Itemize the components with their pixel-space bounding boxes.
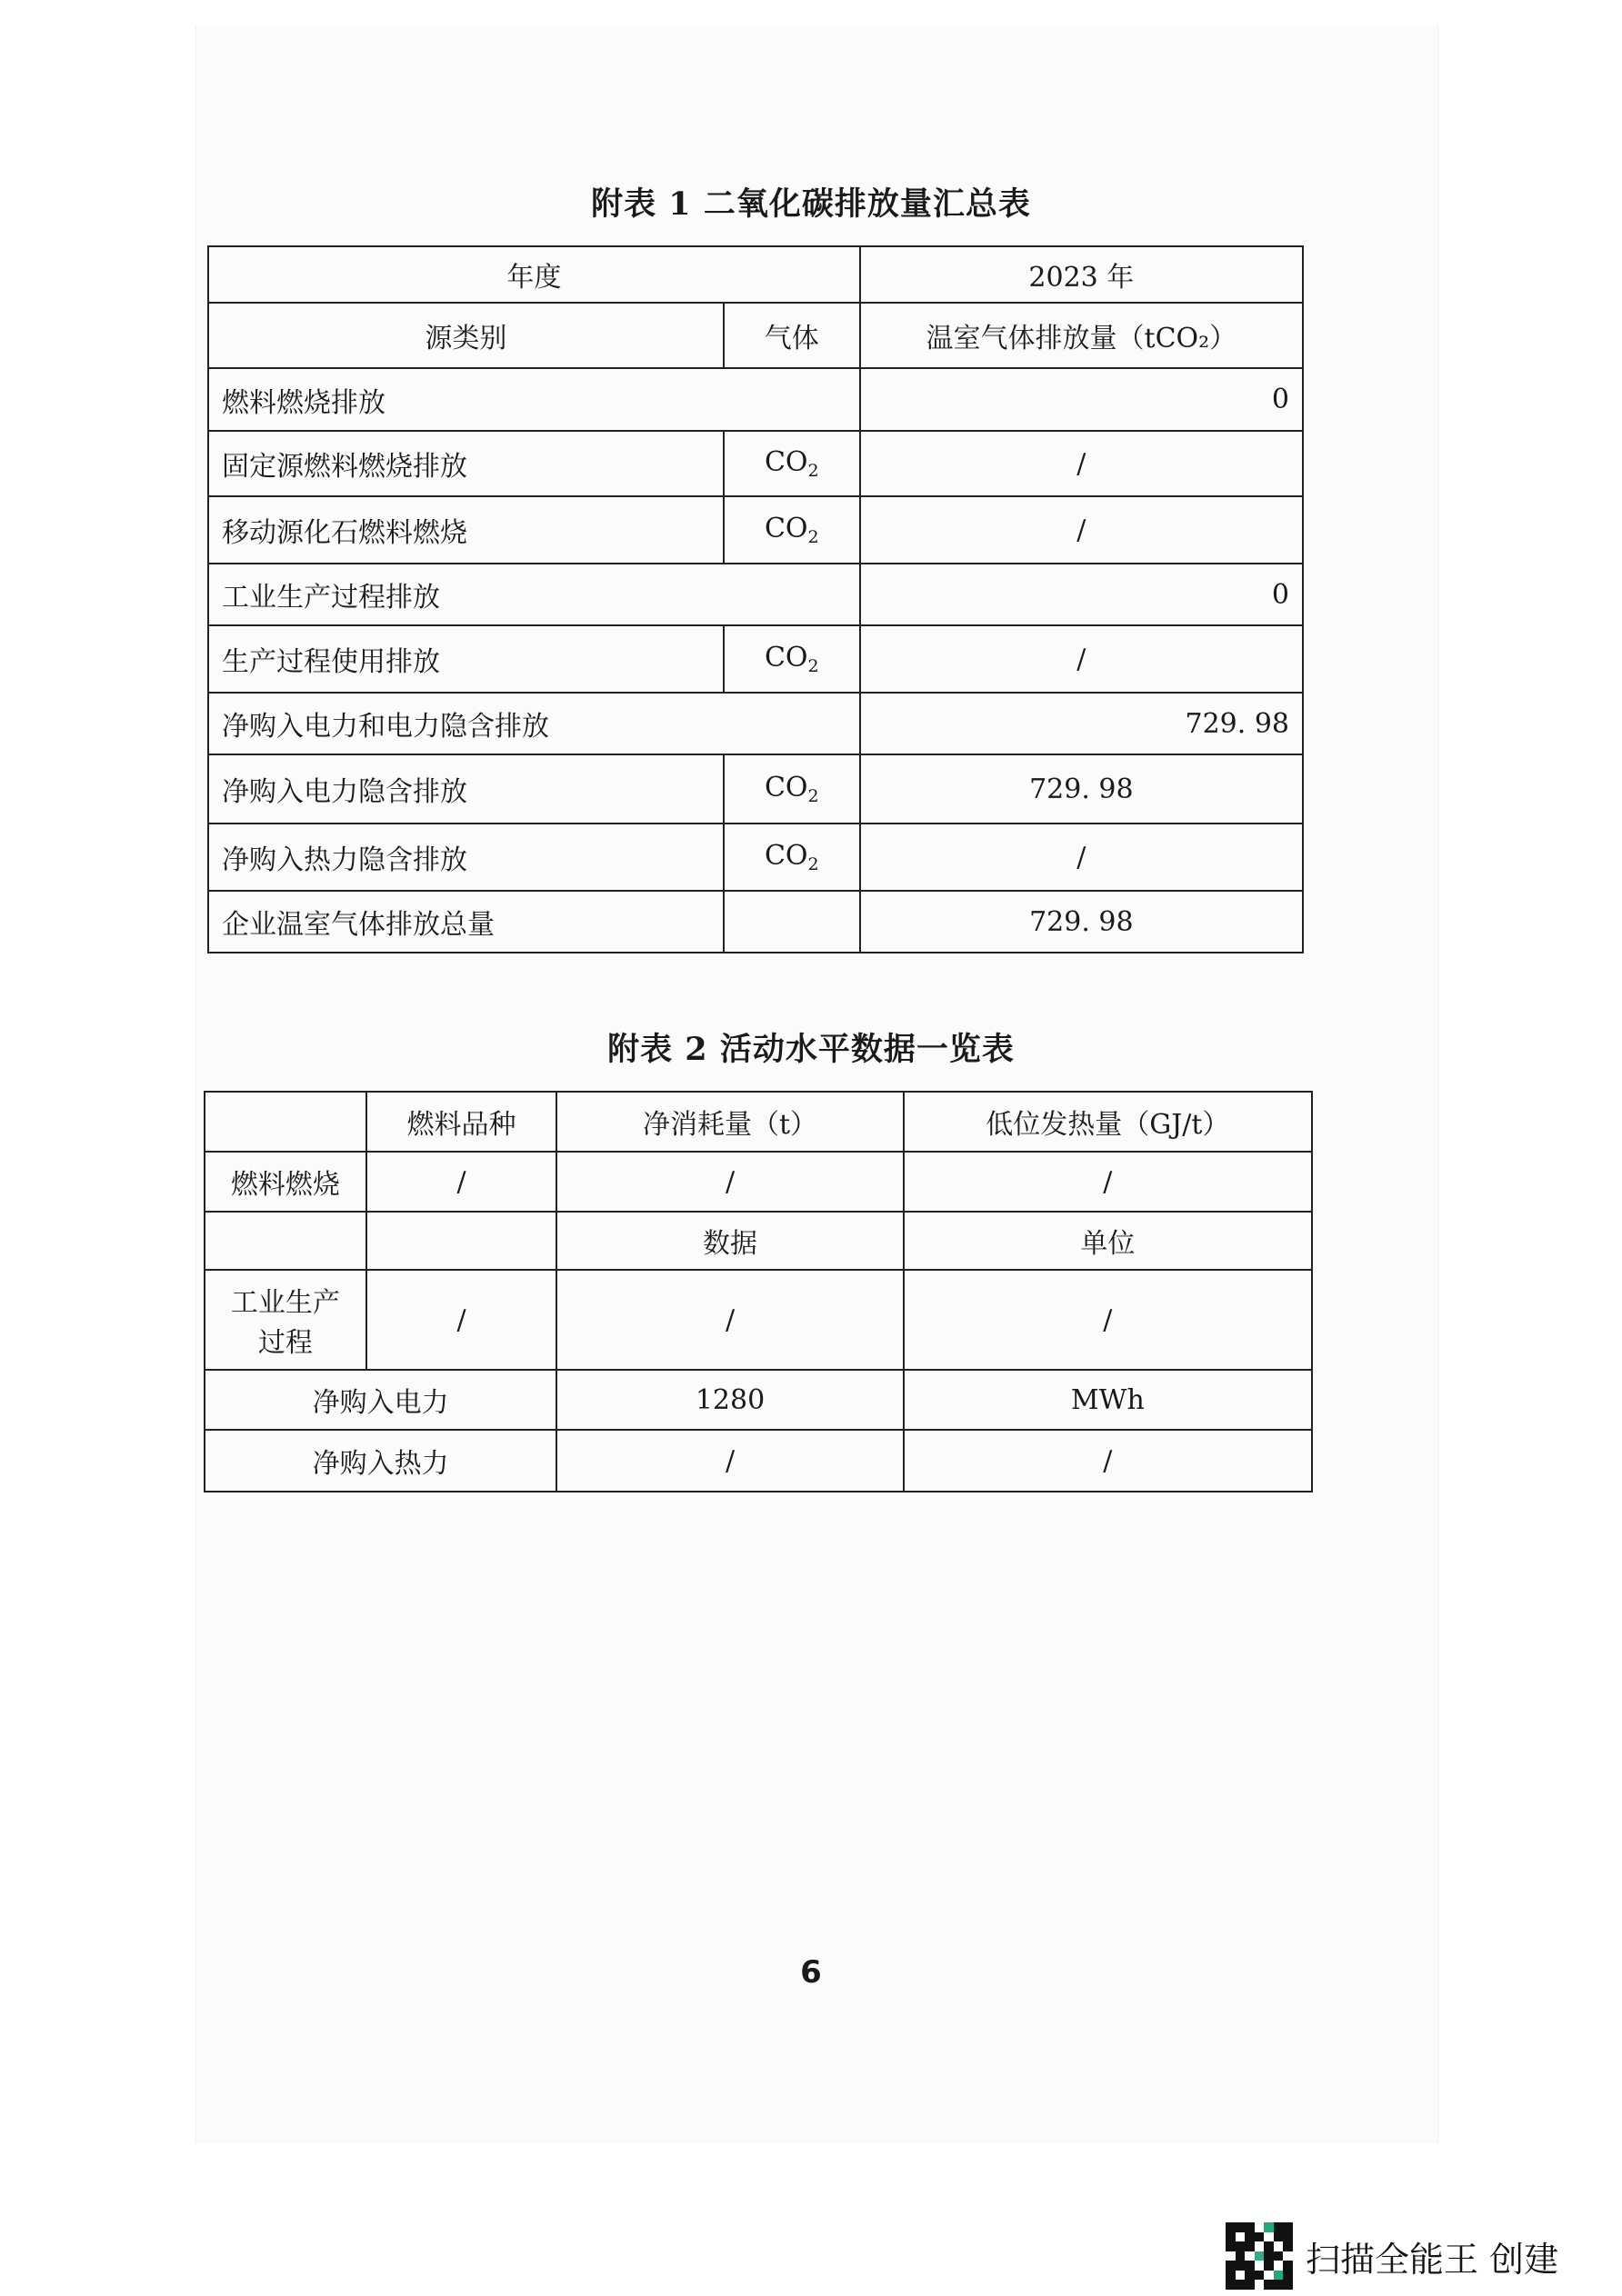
table1-title: 附表 1 二氧化碳排放量汇总表 bbox=[591, 185, 1031, 223]
row-label: 净购入热力 bbox=[205, 1430, 556, 1492]
blank-cell bbox=[205, 1092, 366, 1152]
industry-data-value: / bbox=[556, 1270, 903, 1370]
table-subheader-row bbox=[205, 1212, 1312, 1270]
fuel-type-value: / bbox=[366, 1152, 557, 1212]
row-label: 净购入电力隐含排放 bbox=[208, 754, 724, 824]
row-gas bbox=[724, 891, 860, 953]
row-label: 净购入热力隐含排放 bbox=[208, 824, 724, 891]
qr-code-icon bbox=[1226, 2222, 1293, 2290]
row-value: 0 bbox=[860, 368, 1303, 431]
row-gas: $CO_2$ bbox=[724, 625, 860, 693]
heat-data-value: / bbox=[556, 1430, 903, 1492]
table-row-total bbox=[208, 891, 1303, 953]
table-row bbox=[205, 1152, 1312, 1212]
row-gas: $CO_2$ bbox=[724, 754, 860, 824]
table-row bbox=[208, 368, 1303, 431]
row-gas: $CO_2$ bbox=[724, 431, 860, 496]
header-unit: 单位 bbox=[904, 1212, 1312, 1270]
blank-cell bbox=[366, 1212, 557, 1270]
header-heat-value: 低位发热量（GJ/t） bbox=[904, 1092, 1312, 1152]
table2-title: 附表 2 活动水平数据一览表 bbox=[607, 1031, 1015, 1068]
year-value: 2023 年 bbox=[860, 246, 1303, 303]
table-row bbox=[208, 246, 1303, 303]
blank-cell bbox=[205, 1212, 366, 1270]
page-number: 6 bbox=[800, 1954, 822, 1991]
row-value: / bbox=[860, 496, 1303, 564]
heat-value: / bbox=[904, 1152, 1312, 1212]
row-label-line1: 工业生产 bbox=[230, 1287, 340, 1319]
row-label: 燃料燃烧 bbox=[205, 1152, 366, 1212]
row-label bbox=[205, 1270, 366, 1370]
row-label: 移动源化石燃料燃烧 bbox=[208, 496, 724, 564]
table-header-row bbox=[208, 303, 1303, 368]
row-value: 729. 98 bbox=[860, 891, 1303, 953]
table-row bbox=[205, 1430, 1312, 1492]
year-label: 年度 bbox=[208, 246, 860, 303]
header-fuel-type: 燃料品种 bbox=[366, 1092, 557, 1152]
row-value: / bbox=[860, 625, 1303, 693]
row-label: 生产过程使用排放 bbox=[208, 625, 724, 693]
table-row bbox=[208, 496, 1303, 564]
table-row bbox=[205, 1270, 1312, 1370]
row-label: 固定源燃料燃烧排放 bbox=[208, 431, 724, 496]
header-consumption: 净消耗量（t） bbox=[556, 1092, 903, 1152]
header-gas: 气体 bbox=[724, 303, 860, 368]
industry-unit-value: / bbox=[904, 1270, 1312, 1370]
industry-col1-value: / bbox=[366, 1270, 557, 1370]
row-value: 0 bbox=[860, 564, 1303, 625]
row-label: 净购入电力 bbox=[205, 1370, 556, 1430]
row-gas: $CO_2$ bbox=[724, 496, 860, 564]
row-label: 工业生产过程排放 bbox=[208, 564, 860, 625]
row-label: 净购入电力和电力隐含排放 bbox=[208, 693, 860, 754]
electricity-data-value: 1280 bbox=[556, 1370, 903, 1430]
table-row bbox=[208, 693, 1303, 754]
row-value: / bbox=[860, 431, 1303, 496]
heat-unit-value: / bbox=[904, 1430, 1312, 1492]
table-row bbox=[208, 754, 1303, 824]
table-row bbox=[208, 564, 1303, 625]
row-value: 729. 98 bbox=[860, 754, 1303, 824]
consumption-value: / bbox=[556, 1152, 903, 1212]
table-header-row bbox=[205, 1092, 1312, 1152]
header-data: 数据 bbox=[556, 1212, 903, 1270]
row-gas: $CO_2$ bbox=[724, 824, 860, 891]
row-label: 燃料燃烧排放 bbox=[208, 368, 860, 431]
header-source: 源类别 bbox=[208, 303, 724, 368]
watermark-text: 扫描全能王 创建 bbox=[1306, 2239, 1559, 2280]
table-row bbox=[208, 431, 1303, 496]
activity-data-table bbox=[204, 1091, 1313, 1492]
table-row bbox=[208, 625, 1303, 693]
row-value: / bbox=[860, 824, 1303, 891]
row-label: 企业温室气体排放总量 bbox=[208, 891, 724, 953]
electricity-unit-value: MWh bbox=[904, 1370, 1312, 1430]
row-value: 729. 98 bbox=[860, 693, 1303, 754]
header-emission: 温室气体排放量（tCO₂） bbox=[860, 303, 1303, 368]
table-row bbox=[208, 824, 1303, 891]
emission-summary-table bbox=[207, 245, 1304, 953]
scanner-watermark bbox=[1226, 2222, 1558, 2290]
row-label-line2: 过程 bbox=[257, 1327, 313, 1359]
table-row bbox=[205, 1370, 1312, 1430]
